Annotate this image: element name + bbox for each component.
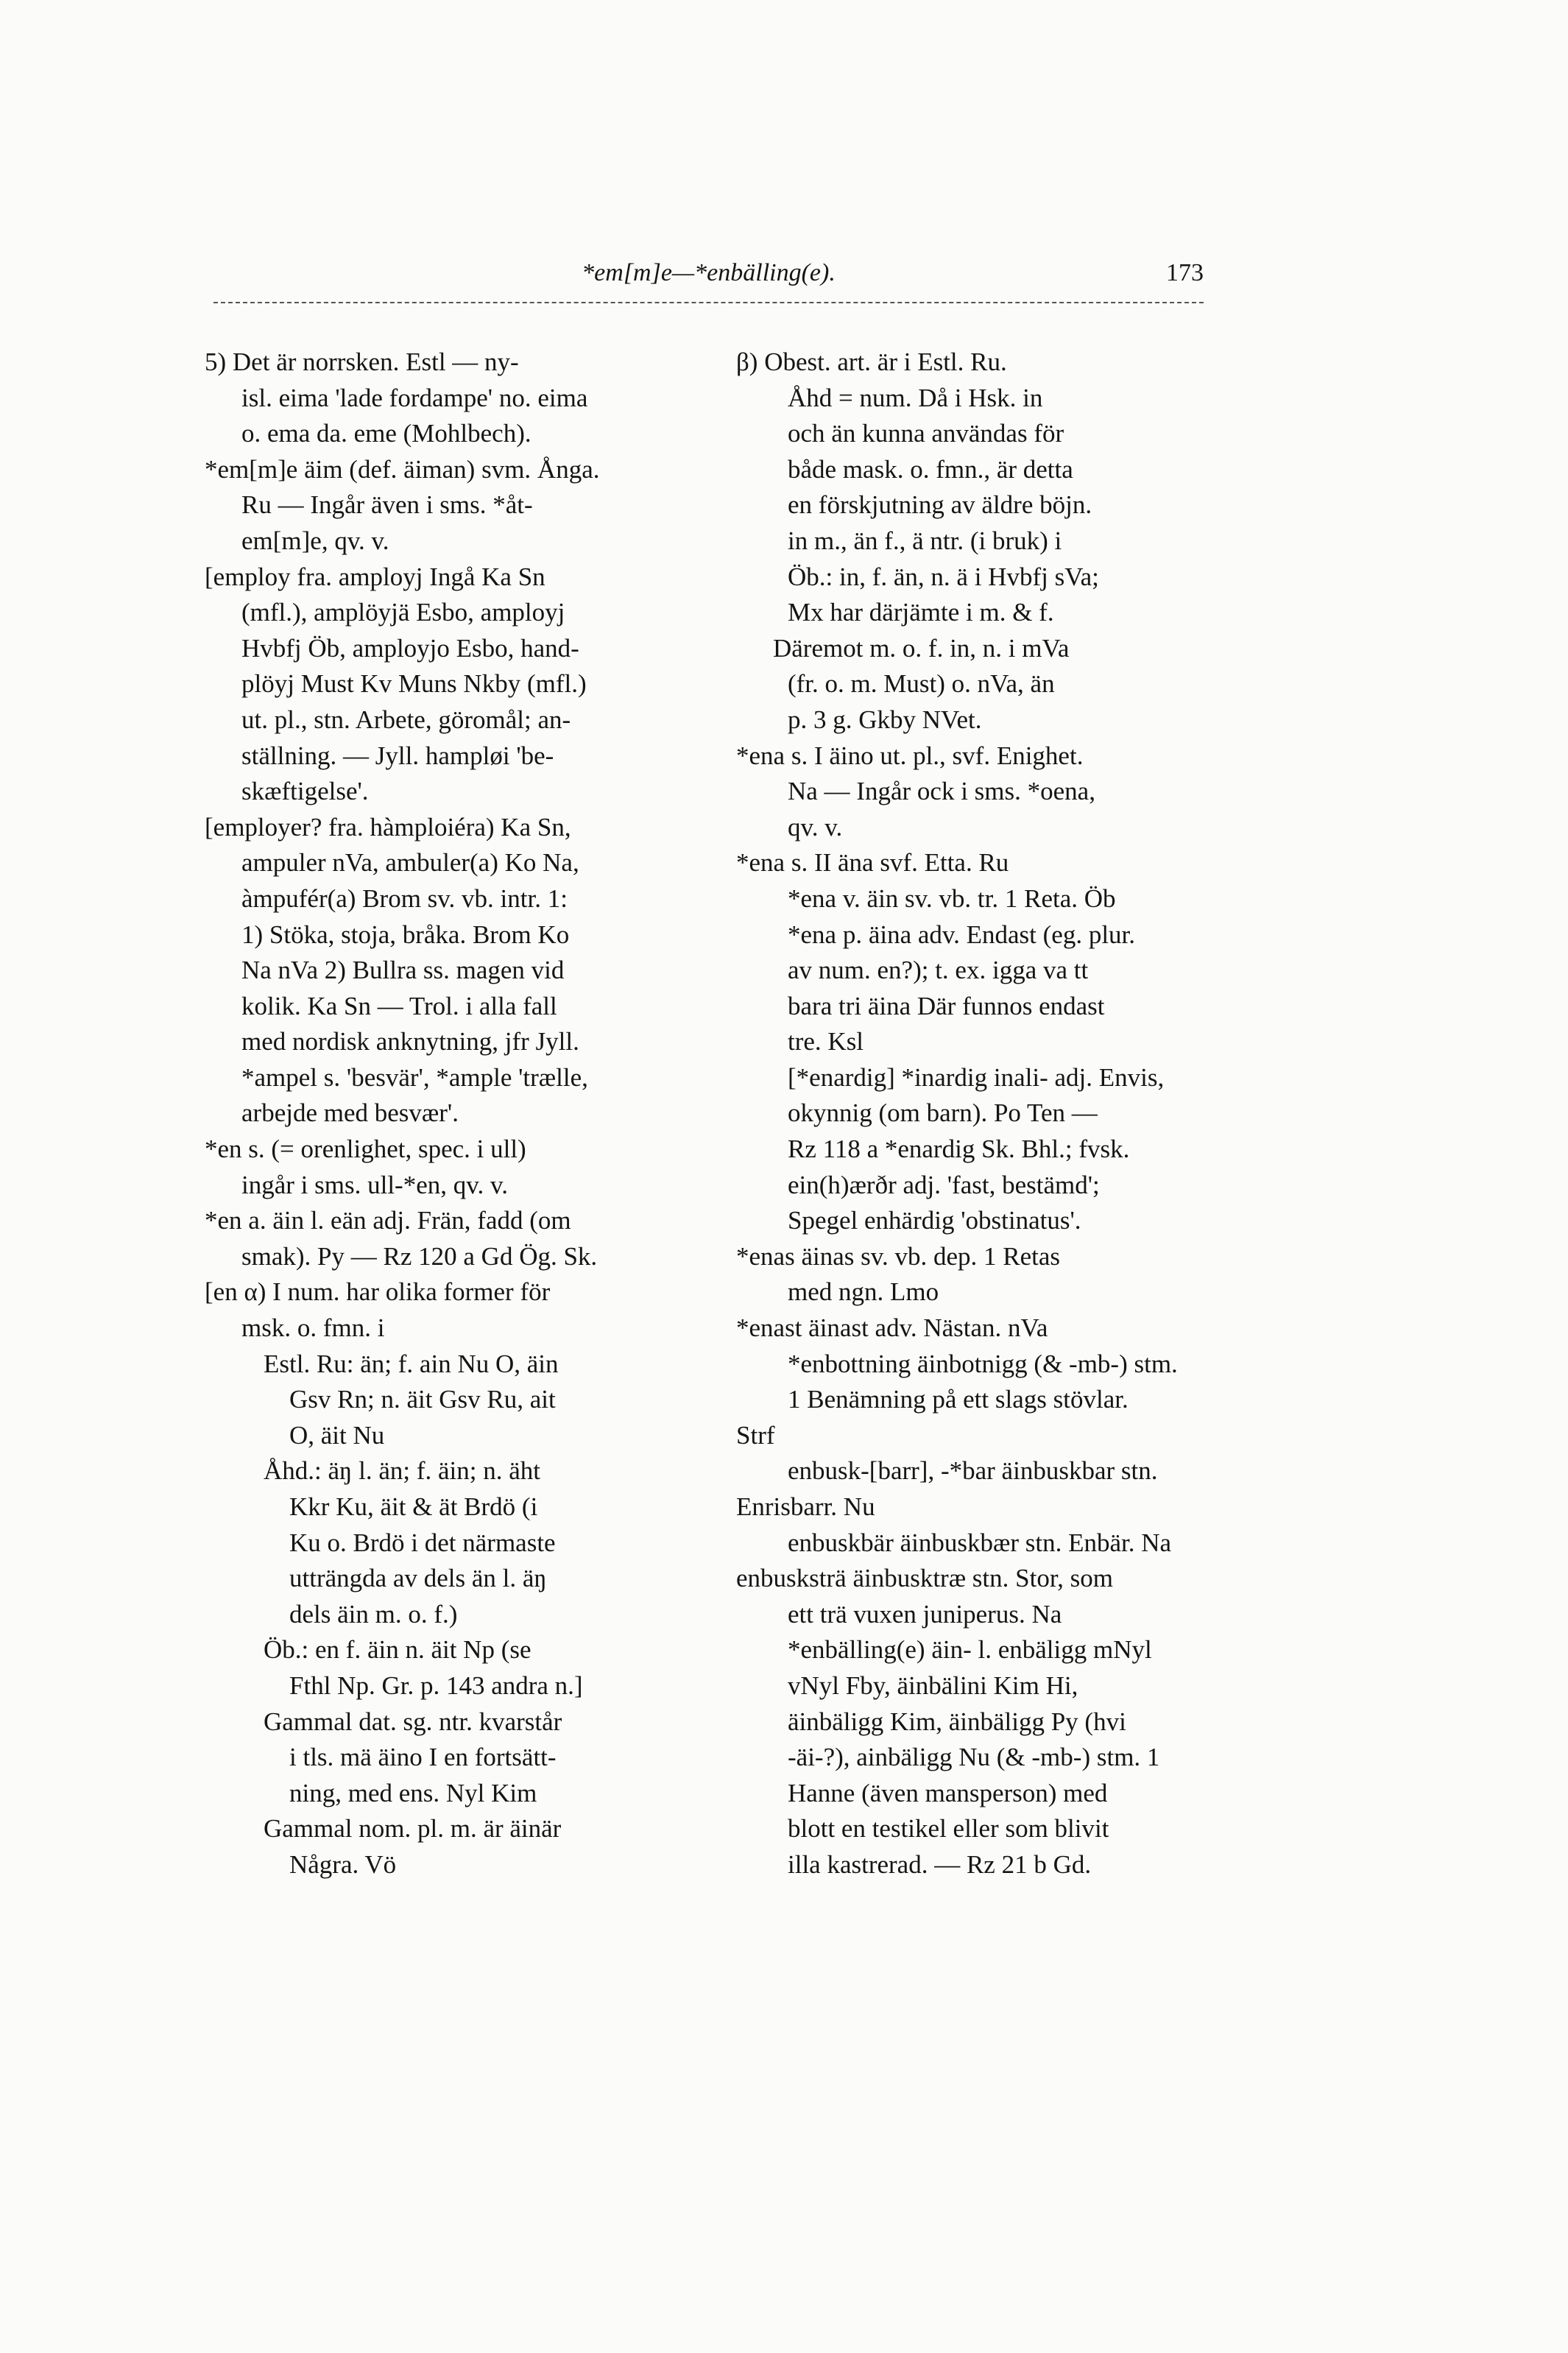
text-line: qv. v. — [788, 812, 843, 842]
text-line: àmpufér(a) Brom sv. vb. intr. 1: — [241, 883, 568, 913]
text-line: både mask. o. fmn., är detta — [788, 454, 1073, 484]
text-line: *enast äinast adv. Nästan. nVa — [736, 1313, 1048, 1343]
text-line: kolik. Ka Sn — Trol. i alla fall — [241, 991, 557, 1020]
text-line: i tls. mä äino I en fortsätt- — [289, 1743, 557, 1772]
text-line: Ru — Ingår även i sms. *åt- — [241, 490, 533, 520]
text-line: Hanne (även mansperson) med — [788, 1778, 1108, 1807]
text-line: Åhd.: äŋ l. än; f. äin; n. äht — [264, 1456, 540, 1486]
text-line: Na nVa 2) Bullra ss. magen vid — [241, 956, 565, 985]
text-line: ställning. — Jyll. hampløi 'be- — [241, 741, 554, 770]
text-line: Gammal nom. pl. m. är äinär — [264, 1814, 562, 1844]
header-rule — [213, 302, 1204, 303]
text-line: *ena v. äin sv. vb. tr. 1 Reta. Öb — [788, 883, 1116, 913]
text-line: *ena p. äina adv. Endast (eg. plur. — [788, 920, 1136, 949]
text-line: ut. pl., stn. Arbete, göromål; an- — [241, 705, 571, 734]
text-line: o. ema da. eme (Mohlbech). — [241, 419, 532, 448]
text-line: Öb.: in, f. än, n. ä i Hvbfj sVa; — [788, 562, 1099, 591]
text-line: smak). Py — Rz 120 a Gd Ög. Sk. — [241, 1241, 598, 1271]
text-line: ampuler nVa, ambuler(a) Ko Na, — [241, 848, 579, 878]
text-line: 1 Benämning på ett slags stövlar. — [788, 1385, 1129, 1414]
text-line: bara tri äina Där funnos endast — [788, 991, 1105, 1020]
text-line: [employer? fra. hàmploiéra) Ka Sn, — [205, 812, 571, 842]
text-line: skæftigelse'. — [241, 777, 369, 806]
text-line: em[m]e, qv. v. — [241, 526, 389, 555]
page-number: 173 — [1166, 259, 1204, 286]
text-line: Strf — [736, 1420, 775, 1450]
text-line: Mx har därjämte i m. & f. — [788, 598, 1054, 627]
text-line: β) Obest. art. är i Estl. Ru. — [736, 348, 1007, 376]
text-line: plöyj Must Kv Muns Nkby (mfl.) — [241, 669, 587, 699]
text-line: Några. Vö — [289, 1849, 397, 1879]
text-line: Spegel enhärdig 'obstinatus'. — [788, 1206, 1081, 1235]
text-line: *enbälling(e) äin- l. enbäligg mNyl — [788, 1635, 1152, 1665]
text-line: ning, med ens. Nyl Kim — [289, 1778, 537, 1807]
text-line: in m., än f., ä ntr. (i bruk) i — [788, 526, 1062, 555]
text-line: Fthl Np. Gr. p. 143 andra n.] — [289, 1671, 583, 1700]
text-line: av num. en?); t. ex. igga va tt — [788, 956, 1089, 985]
page-header — [213, 259, 1204, 303]
text-line: ingår i sms. ull-*en, qv. v. — [241, 1170, 508, 1199]
text-line: *ena s. II äna svf. Etta. Ru — [736, 848, 1009, 878]
text-line: [*enardig] *inardig inali- adj. Envis, — [788, 1062, 1165, 1092]
text-line: *en s. (= orenlighet, spec. i ull) — [205, 1135, 526, 1164]
text-line: arbejde med besvær'. — [241, 1098, 459, 1128]
text-line: Enrisbarr. Nu — [736, 1492, 875, 1521]
text-line: Öb.: en f. äin n. äit Np (se — [264, 1635, 532, 1665]
text-line: *en a. äin l. eän adj. Frän, fadd (om — [205, 1206, 571, 1235]
text-line: vNyl Fby, äinbälini Kim Hi, — [788, 1671, 1078, 1700]
text-line: blott en testikel eller som blivit — [788, 1814, 1109, 1844]
text-line: okynnig (om barn). Po Ten — — [788, 1098, 1098, 1128]
text-line: enbuskbär äinbuskbær stn. Enbär. Na — [788, 1528, 1172, 1557]
left-column — [205, 345, 691, 1883]
text-line: illa kastrerad. — Rz 21 b Gd. — [788, 1849, 1092, 1879]
text-line: ein(h)ærðr adj. 'fast, bestämd'; — [788, 1170, 1100, 1199]
text-line: Hvbfj Öb, amployjo Esbo, hand- — [241, 633, 579, 663]
text-line: med nordisk anknytning, jfr Jyll. — [241, 1027, 579, 1056]
text-line: msk. o. fmn. i — [241, 1313, 385, 1343]
text-line: enbusk-[barr], -*bar äinbuskbar stn. — [788, 1456, 1158, 1486]
text-line: en förskjutning av äldre böjn. — [788, 490, 1092, 520]
text-line: dels äin m. o. f.) — [289, 1599, 458, 1629]
text-line: *ena s. I äino ut. pl., svf. Enighet. — [736, 741, 1084, 770]
running-head: *em[m]e—*enbälling(e). — [582, 259, 836, 286]
text-line: ett trä vuxen juniperus. Na — [788, 1599, 1062, 1629]
text-line: utträngda av dels än l. äŋ — [289, 1564, 547, 1593]
text-line: äinbäligg Kim, äinbäligg Py (hvi — [788, 1707, 1126, 1736]
text-line: tre. Ksl — [788, 1027, 864, 1056]
text-line: O, äit Nu — [289, 1420, 385, 1450]
text-line: Däremot m. o. f. in, n. i mVa — [773, 633, 1070, 663]
text-line: 5) Det är norrsken. Estl — ny- — [205, 348, 519, 376]
text-line: *enas äinas sv. vb. dep. 1 Retas — [736, 1241, 1060, 1271]
text-line: Kkr Ku, äit & ät Brdö (i — [289, 1492, 538, 1521]
text-line: Ku o. Brdö i det närmaste — [289, 1528, 556, 1557]
text-line: Åhd = num. Då i Hsk. in — [788, 383, 1043, 412]
text-line: Estl. Ru: än; f. ain Nu O, äin — [264, 1349, 559, 1378]
text-line: Gammal dat. sg. ntr. kvarstår — [264, 1707, 562, 1736]
text-line: isl. eima 'lade fordampe' no. eima — [241, 383, 588, 412]
text-line: 1) Stöka, stoja, bråka. Brom Ko — [241, 920, 570, 949]
text-line: (mfl.), amplöyjä Esbo, amployj — [241, 598, 565, 627]
text-line: Gsv Rn; n. äit Gsv Ru, ait — [289, 1385, 556, 1414]
text-line: [en α) I num. har olika former för — [205, 1277, 551, 1307]
text-line: *ampel s. 'besvär', *ample 'trælle, — [241, 1062, 588, 1092]
text-line: (fr. o. m. Must) o. nVa, än — [788, 669, 1055, 699]
right-column — [736, 345, 1215, 1883]
text-line: med ngn. Lmo — [788, 1277, 939, 1307]
text-line: -äi-?), ainbäligg Nu (& -mb-) stm. 1 — [788, 1743, 1160, 1772]
text-line: enbusksträ äinbusktræ stn. Stor, som — [736, 1564, 1113, 1593]
text-line: och än kunna användas för — [788, 419, 1064, 448]
text-line: [employ fra. amployj Ingå Ka Sn — [205, 562, 545, 591]
text-line: p. 3 g. Gkby NVet. — [788, 705, 982, 734]
text-line: Rz 118 a *enardig Sk. Bhl.; fvsk. — [788, 1135, 1130, 1164]
text-line: *em[m]e äim (def. äiman) svm. Ånga. — [205, 454, 600, 484]
text-line: *enbottning äinbotnigg (& -mb-) stm. — [788, 1349, 1178, 1378]
text-line: Na — Ingår ock i sms. *oena, — [788, 777, 1095, 806]
